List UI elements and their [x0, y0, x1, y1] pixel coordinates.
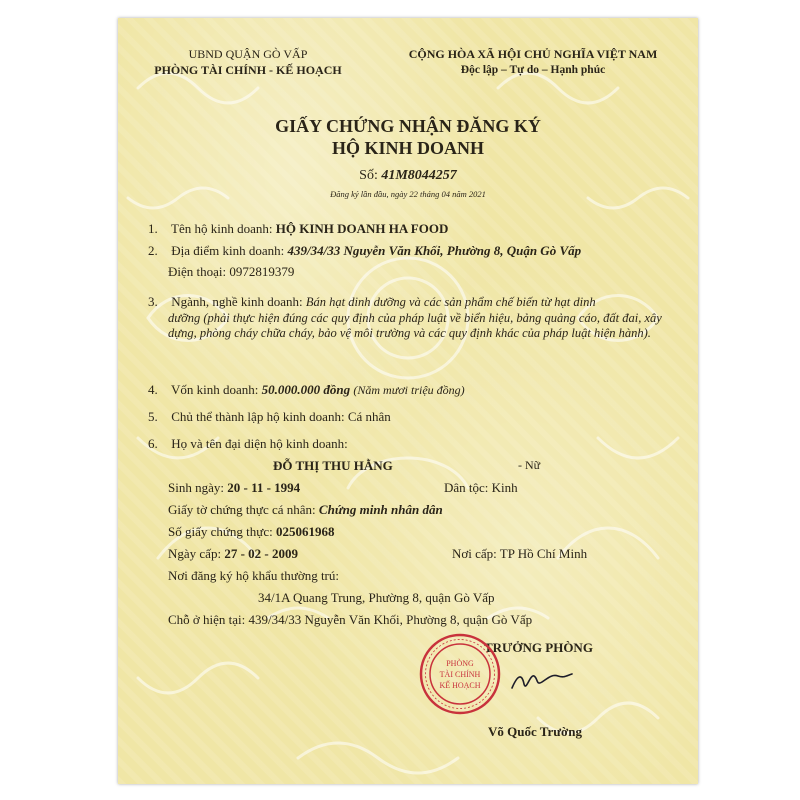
id-number-value: 025061968: [275, 524, 335, 539]
item-number: 4.: [148, 382, 158, 397]
item-number: 2.: [148, 243, 158, 258]
ethnic-label: Dân tộc:: [444, 480, 489, 495]
district-committee: UBND QUẬN GÒ VẤP: [188, 47, 308, 61]
current-address-label: Chỗ ở hiện tại:: [168, 612, 246, 627]
issue-place-line: [452, 546, 587, 562]
id-number-label: Số giấy chứng thực:: [168, 524, 273, 539]
document-subtitle: HỘ KINH DOANH: [331, 138, 484, 158]
country-name: CỘNG HÒA XÃ HỘI CHỦ NGHĨA VIỆT NAM: [408, 47, 658, 61]
dob-line: [168, 480, 300, 496]
business-location-value: 439/34/33 Nguyễn Văn Khối, Phường 8, Quận Gò Vấp: [287, 243, 582, 258]
representative-label: Họ và tên đại diện hộ kinh doanh:: [171, 436, 348, 451]
phone-label: Điện thoại:: [168, 264, 227, 279]
certificate-number: [118, 168, 698, 184]
business-sector-value-line1: Bán hạt dinh dưỡng và các sản phẩm chế biến từ hạt dinh: [305, 295, 596, 309]
founder-type-value: Cá nhân: [347, 409, 391, 424]
first-registration-date: Đăng ký lần đầu, ngày 22 tháng 04 năm 2021: [330, 189, 486, 199]
business-sector-label: Ngành, nghề kinh doanh:: [171, 294, 303, 309]
item-business-sector: [148, 294, 596, 310]
founder-type-label: Chủ thể thành lập hộ kinh doanh:: [171, 409, 345, 424]
certificate-number-value: 41M8044257: [381, 168, 457, 183]
item-number: 5.: [148, 409, 158, 424]
item-number: 3.: [148, 294, 158, 309]
certificate-number-label: Số:: [359, 168, 378, 183]
item-number: 1.: [148, 221, 158, 236]
id-type-value: Chứng minh nhân dân: [318, 502, 443, 517]
item-number: 6.: [148, 436, 158, 451]
item-business-name: [148, 221, 448, 237]
capital-value: 50.000.000 đồng: [261, 382, 351, 397]
business-name-label: Tên hộ kinh doanh:: [171, 221, 273, 236]
issue-date-value: 27 - 02 - 2009: [224, 546, 298, 561]
id-number-line: [168, 524, 334, 540]
current-address-value: 439/34/33 Nguyễn Văn Khối, Phường 8, quận Gò Vấp: [248, 612, 533, 627]
certificate-paper: [118, 18, 698, 784]
official-red-stamp: [418, 632, 502, 716]
issuing-authority: [148, 46, 348, 78]
capital-in-words: (Năm mươi triệu đồng): [353, 383, 465, 397]
issue-place-label: Nơi cấp:: [452, 546, 497, 561]
signer-name: Võ Quốc Trường: [488, 724, 582, 739]
representative-name: ĐỖ THỊ THU HẰNG: [273, 458, 393, 473]
id-type-label: Giấy tờ chứng thực cá nhân:: [168, 502, 316, 517]
signer-position: TRƯỞNG PHÒNG: [484, 640, 593, 655]
id-type-line: [168, 502, 443, 518]
residence-label: Nơi đăng ký hộ khẩu thường trú:: [168, 568, 339, 583]
item-representative: [148, 436, 348, 452]
issue-date-line: [168, 546, 298, 562]
stamp-text-line3: KẾ HOẠCH: [439, 681, 481, 690]
dob-label: Sinh ngày:: [168, 480, 224, 495]
representative-gender: - Nữ: [518, 458, 541, 472]
issue-place-value: TP Hồ Chí Minh: [499, 546, 588, 561]
dob-value: 20 - 11 - 1994: [227, 480, 301, 495]
handwritten-signature: [508, 664, 578, 698]
item-founder-type: [148, 409, 391, 425]
national-motto: Độc lập – Tự do – Hạnh phúc: [460, 64, 606, 76]
business-sector-value-rest: dưỡng (phải thực hiện đúng các quy định của pháp luật về biển hiệu, bảng quảng cáo, đất đai, xây dựng, phòng cháy chữa cháy, bảo vệ môi trường và các quy định khác của pháp luật hiện hành).: [168, 311, 662, 340]
stamp-text-line1: PHÒNG: [446, 659, 474, 668]
issue-date-label: Ngày cấp:: [168, 546, 222, 561]
item-capital: [148, 382, 465, 398]
residence-value: 34/1A Quang Trung, Phường 8, quận Gò Vấp: [258, 590, 495, 605]
ethnic-value: Kinh: [491, 480, 518, 495]
document-title: GIẤY CHỨNG NHẬN ĐĂNG KÝ: [275, 116, 541, 136]
phone-value: 0972819379: [229, 264, 295, 279]
ethnic-line: [444, 480, 518, 496]
finance-planning-office: PHÒNG TÀI CHÍNH - KẾ HOẠCH: [154, 63, 342, 77]
national-header: [373, 46, 693, 78]
business-location-label: Địa điểm kinh doanh:: [171, 243, 285, 258]
item-business-location: [148, 243, 581, 259]
stamp-text-line2: TÀI CHÍNH: [439, 670, 481, 679]
capital-label: Vốn kinh doanh:: [171, 382, 259, 397]
phone-line: [168, 264, 294, 280]
current-address-line: [168, 612, 532, 628]
business-name-value: HỘ KINH DOANH HA FOOD: [275, 221, 449, 236]
